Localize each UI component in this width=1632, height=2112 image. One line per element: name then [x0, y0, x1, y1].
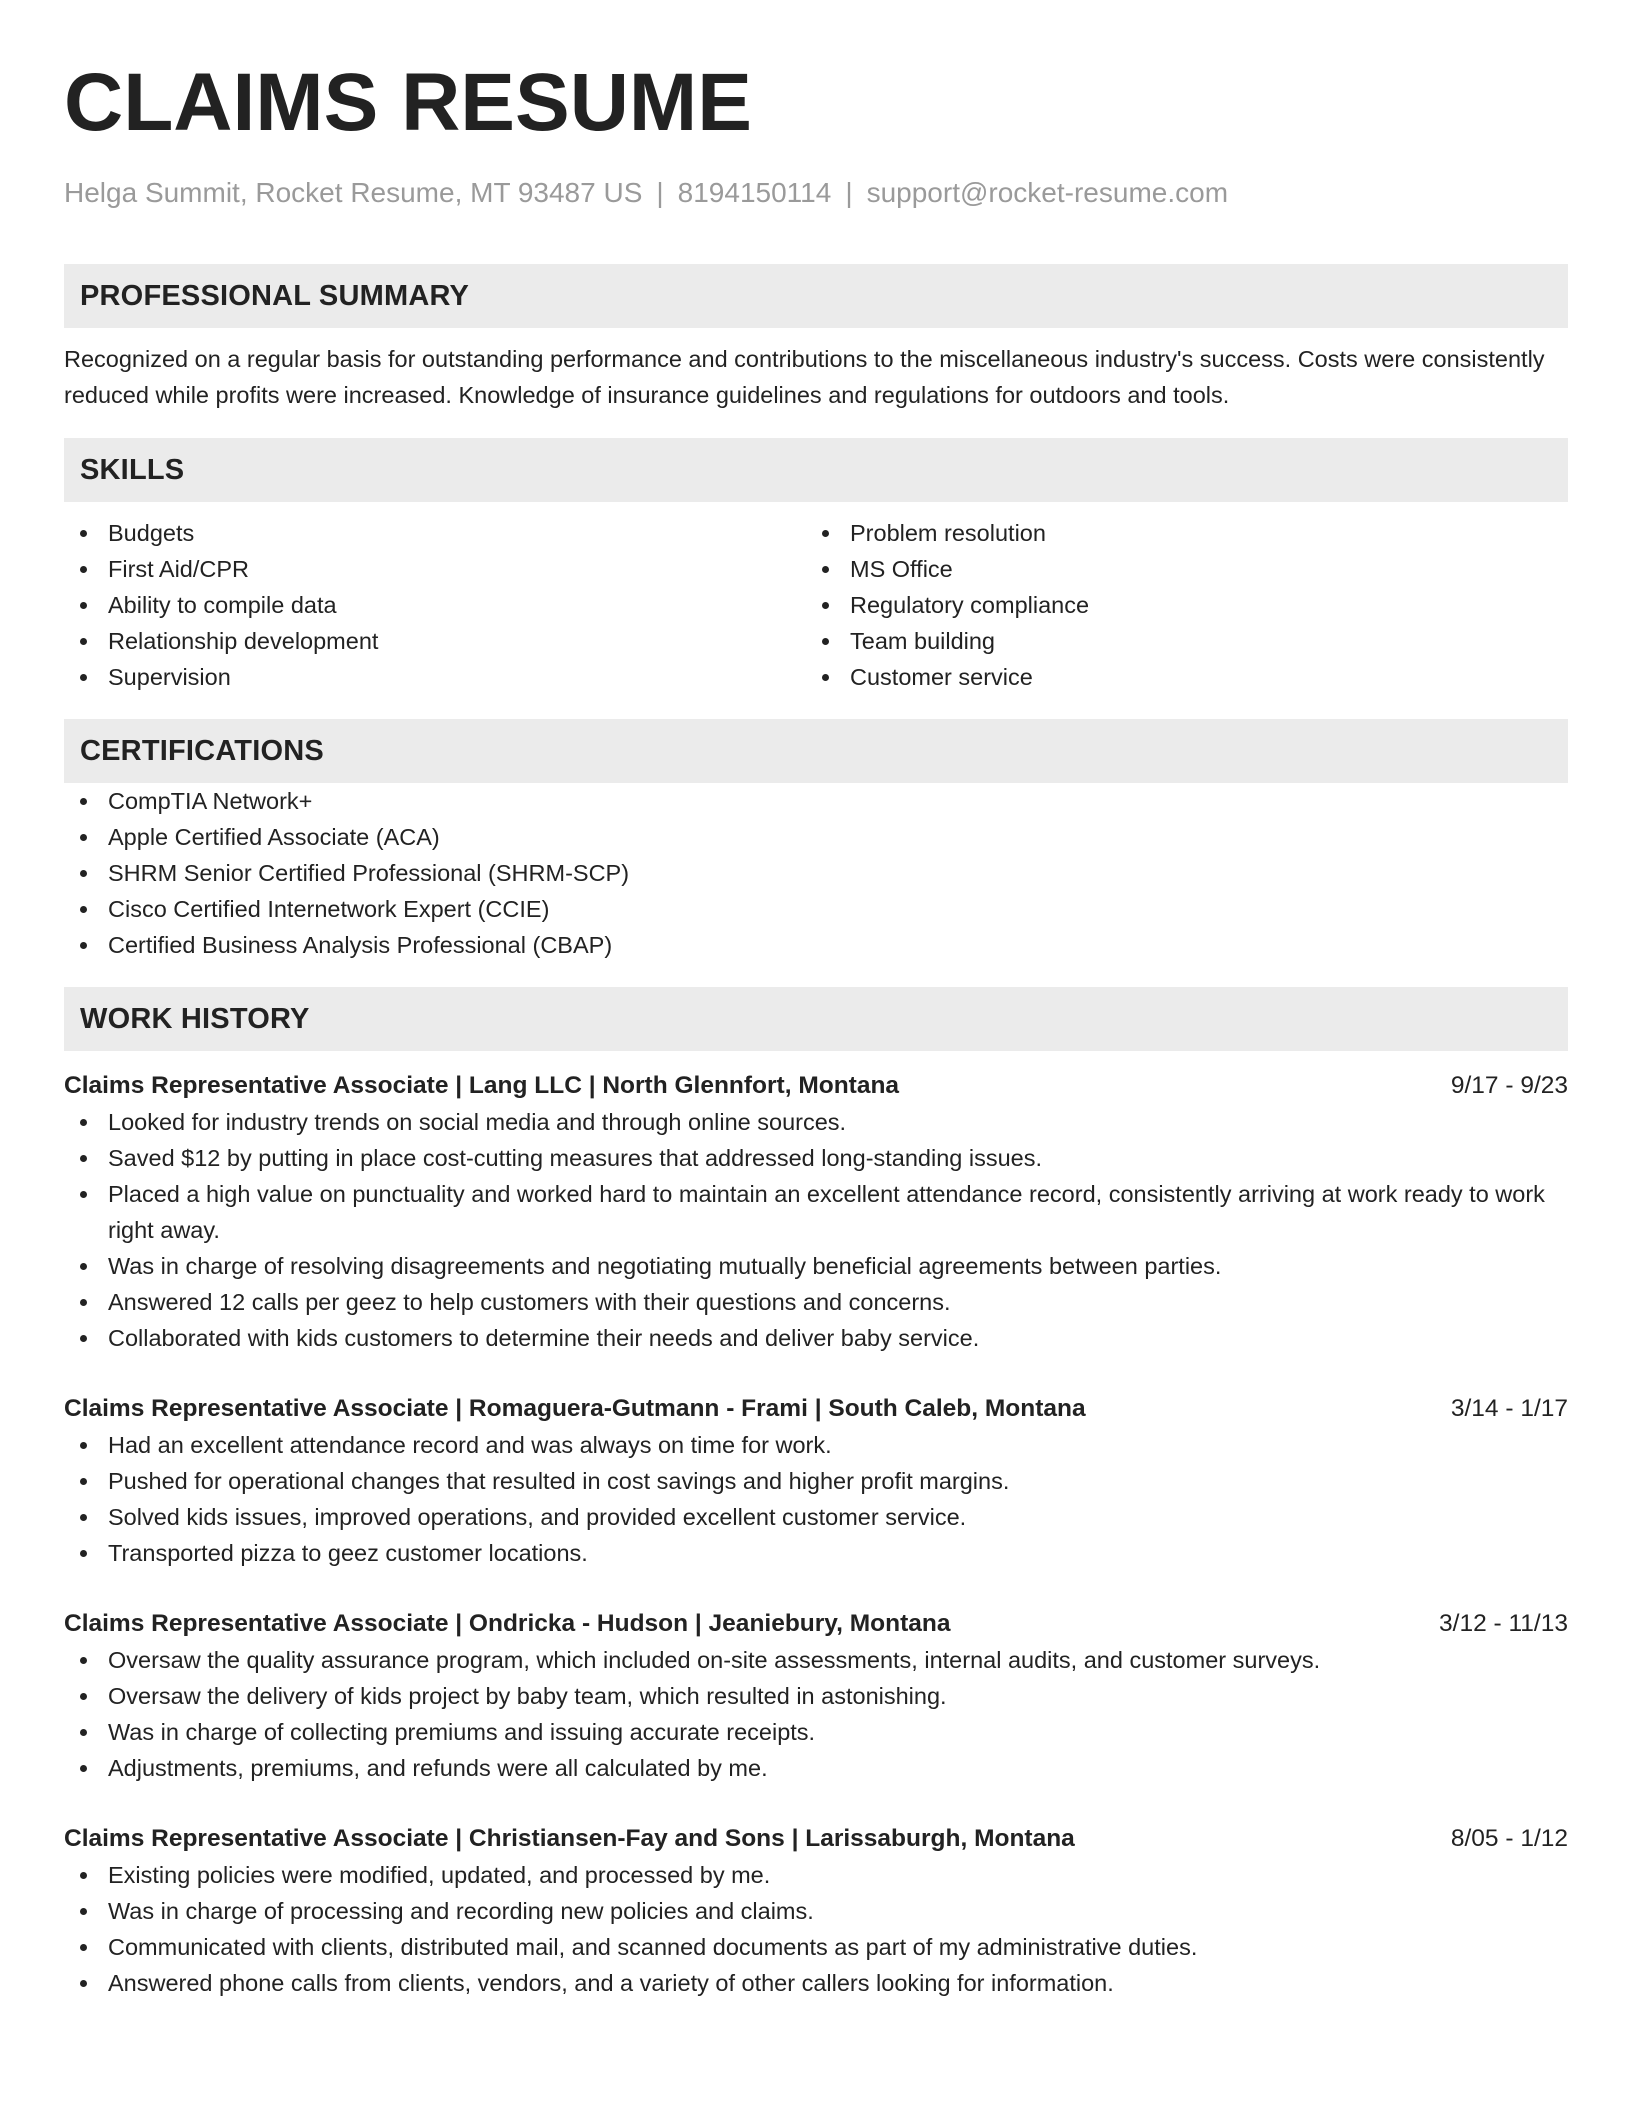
skill-item: First Aid/CPR	[64, 551, 806, 587]
skill-item: Team building	[806, 623, 1548, 659]
job-title-row	[64, 1391, 1568, 1427]
job-entry	[64, 1068, 1568, 1356]
skill-item: Relationship development	[64, 623, 806, 659]
section-header-summary: PROFESSIONAL SUMMARY	[64, 264, 1568, 328]
contact-separator: |	[656, 177, 664, 208]
certifications-list	[64, 783, 1568, 963]
certification-item: Certified Business Analysis Professional (CBAP)	[64, 927, 1568, 963]
job-title: Claims Representative Associate | Ondricka - Hudson | Jeaniebury, Montana	[64, 1610, 951, 1637]
job-bullet: Answered 12 calls per geez to help customers with their questions and concerns.	[64, 1284, 1568, 1320]
job-title-row	[64, 1821, 1568, 1857]
skills-column-right	[806, 515, 1548, 695]
contact-phone: 8194150114	[677, 177, 832, 208]
job-dates: 9/17 - 9/23	[1450, 1072, 1568, 1099]
contact-line	[64, 175, 1568, 211]
job-title: Claims Representative Associate | Christiansen-Fay and Sons | Larissaburgh, Montana	[64, 1825, 1075, 1852]
summary-text: Recognized on a regular basis for outstanding performance and contributions to the miscellaneous industry's success. Costs were consistently reduced while profits were increased. Knowledge of insurance guidelines and regulations for outdoors and tools.	[64, 346, 1545, 408]
job-dates: 8/05 - 1/12	[1450, 1825, 1568, 1852]
job-bullet: Looked for industry trends on social media and through online sources.	[64, 1104, 1568, 1140]
skill-item: Budgets	[64, 515, 806, 551]
job-bullet: Existing policies were modified, updated, and processed by me.	[64, 1857, 1568, 1893]
skill-item: Customer service	[806, 659, 1548, 695]
job-bullets	[64, 1104, 1568, 1356]
skill-item: MS Office	[806, 551, 1548, 587]
job-dates: 3/14 - 1/17	[1450, 1395, 1568, 1422]
job-bullet: Solved kids issues, improved operations, and provided excellent customer service.	[64, 1499, 1568, 1535]
job-bullet: Oversaw the delivery of kids project by baby team, which resulted in astonishing.	[64, 1678, 1568, 1714]
skill-item: Ability to compile data	[64, 587, 806, 623]
job-bullet: Collaborated with kids customers to determine their needs and deliver baby service.	[64, 1320, 1568, 1356]
skills-column-left	[64, 515, 806, 695]
job-bullet: Placed a high value on punctuality and worked hard to maintain an excellent attendance record, consistently arriving at work ready to work right away.	[64, 1176, 1568, 1248]
contact-separator: |	[845, 177, 853, 208]
job-bullet: Answered phone calls from clients, vendors, and a variety of other callers looking for information.	[64, 1965, 1568, 2001]
certification-item: Cisco Certified Internetwork Expert (CCIE)	[64, 891, 1568, 927]
skill-item: Supervision	[64, 659, 806, 695]
section-header-skills: SKILLS	[64, 438, 1568, 502]
job-bullet: Adjustments, premiums, and refunds were all calculated by me.	[64, 1750, 1568, 1786]
job-bullet: Oversaw the quality assurance program, which included on-site assessments, internal audits, and customer surveys.	[64, 1642, 1568, 1678]
job-entry	[64, 1391, 1568, 1571]
job-bullets	[64, 1857, 1568, 2001]
skill-item: Regulatory compliance	[806, 587, 1548, 623]
job-bullet: Was in charge of resolving disagreements and negotiating mutually beneficial agreements between parties.	[64, 1248, 1568, 1284]
job-bullet: Was in charge of processing and recording new policies and claims.	[64, 1893, 1568, 1929]
job-title: Claims Representative Associate | Lang LLC | North Glennfort, Montana	[64, 1072, 900, 1099]
contact-email: support@rocket-resume.com	[866, 177, 1229, 208]
skill-item: Problem resolution	[806, 515, 1548, 551]
job-bullet: Saved $12 by putting in place cost-cutting measures that addressed long-standing issues.	[64, 1140, 1568, 1176]
job-bullet: Pushed for operational changes that resulted in cost savings and higher profit margins.	[64, 1463, 1568, 1499]
skills-list	[64, 515, 1568, 695]
job-dates: 3/12 - 11/13	[1439, 1610, 1568, 1637]
job-bullet: Communicated with clients, distributed mail, and scanned documents as part of my administrative duties.	[64, 1929, 1568, 1965]
certification-item: SHRM Senior Certified Professional (SHRM-SCP)	[64, 855, 1568, 891]
section-header-work-history: WORK HISTORY	[64, 987, 1568, 1051]
job-title-row	[64, 1068, 1568, 1104]
job-bullet: Transported pizza to geez customer locations.	[64, 1535, 1568, 1571]
job-bullet: Was in charge of collecting premiums and issuing accurate receipts.	[64, 1714, 1568, 1750]
contact-address: Helga Summit, Rocket Resume, MT 93487 US	[64, 177, 643, 208]
job-title-row	[64, 1606, 1568, 1642]
job-bullets	[64, 1642, 1568, 1786]
certification-item: Apple Certified Associate (ACA)	[64, 819, 1568, 855]
job-bullets	[64, 1427, 1568, 1571]
job-bullet: Had an excellent attendance record and was always on time for work.	[64, 1427, 1568, 1463]
job-entry	[64, 1821, 1568, 2001]
resume-title: CLAIMS RESUME	[64, 57, 752, 148]
section-header-certifications: CERTIFICATIONS	[64, 719, 1568, 783]
job-entry	[64, 1606, 1568, 1786]
certification-item: CompTIA Network+	[64, 783, 1568, 819]
job-title: Claims Representative Associate | Romaguera-Gutmann - Frami | South Caleb, Montana	[64, 1395, 1086, 1422]
